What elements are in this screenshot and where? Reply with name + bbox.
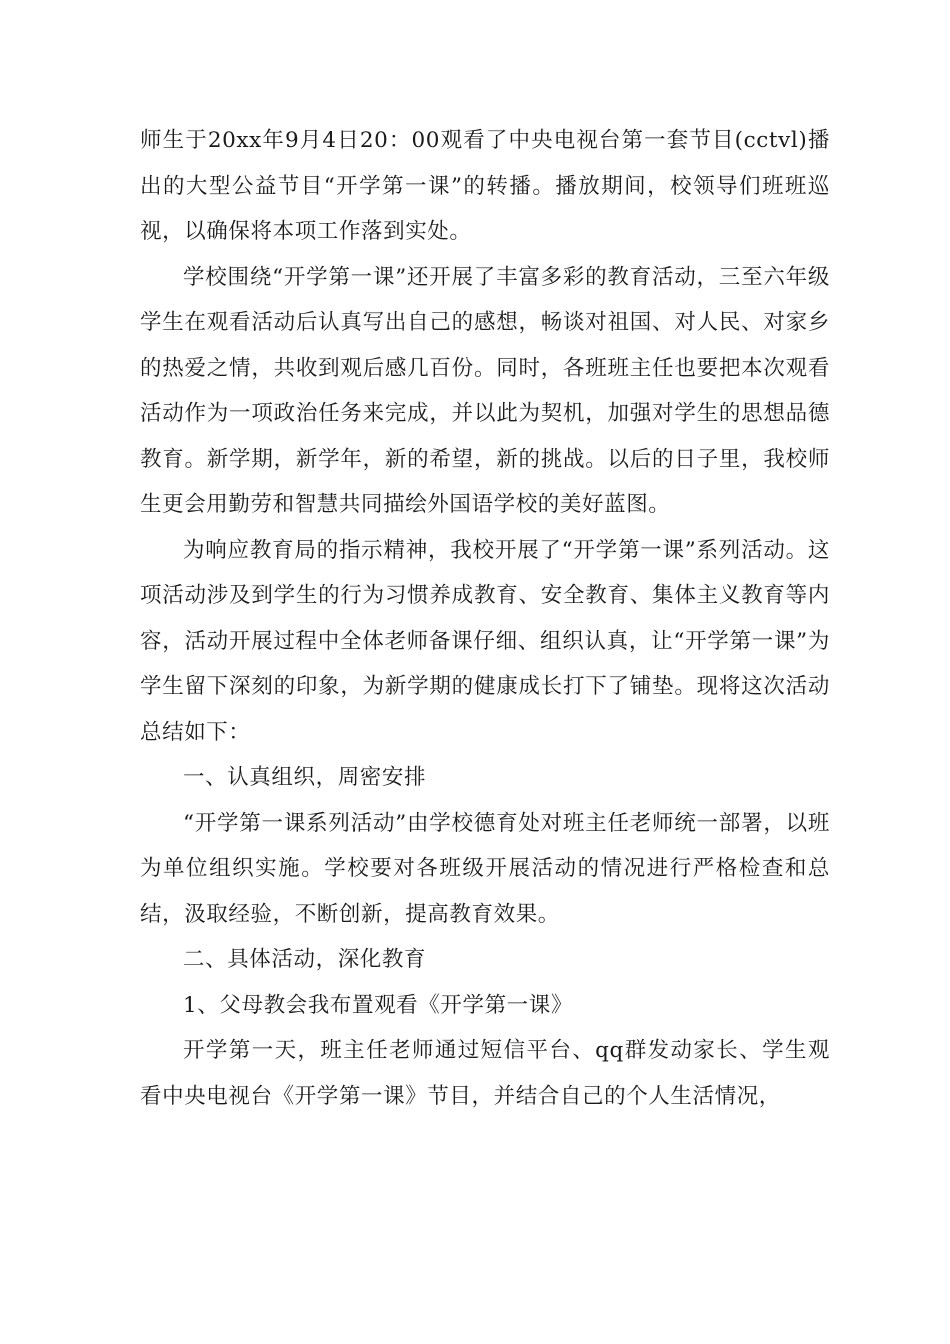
paragraph-3: 为响应教育局的指示精神，我校开展了“开学第一课”系列活动。这项活动涉及到学生的行为习惯养成教育、安全教育、集体主义教育等内容，活动开展过程中全体老师备课仔细、组织认真，让“开学第一课”为学生留下深刻的印象，为新学期的健康成长打下了铺垫。现将这次活动总结如下： (140, 537, 830, 745)
paragraph-4: “开学第一课系列活动”由学校德育处对班主任老师统一部署，以班为单位组织实施。学校要对各班级开展活动的情况进行严格检查和总结，汲取经验，不断创新，提高教育效果。 (140, 810, 830, 927)
document-body (140, 118, 830, 1119)
paragraph-1: 师生于20xx年9月4日20：00观看了中央电视台第一套节目(cctvl)播出的大型公益节目“开学第一课”的转播。播放期间，校领导们班班巡视，以确保将本项工作落到实处。 (140, 128, 830, 244)
paragraph-5: 开学第一天，班主任老师通过短信平台、qq群发动家长、学生观看中央电视台《开学第一课》节目，并结合自己的个人生活情况， (140, 1038, 830, 1109)
section-heading-2: 二、具体活动，深化教育 (183, 947, 427, 972)
section-heading-1: 一、认真组织，周密安排 (183, 765, 427, 790)
subsection-heading-1: 1、父母教会我布置观看《开学第一课》 (183, 992, 573, 1018)
paragraph-2: 学校围绕“开学第一课”还开展了丰富多彩的教育活动，三至六年级学生在观看活动后认真写出自己的感想，畅谈对祖国、对人民、对家乡的热爱之情，共收到观后感几百份。同时，各班班主任也要把本次观看活动作为一项政治任务来完成，并以此为契机，加强对学生的思想品德教育。新学期，新学年，新的希望，新的挑战。以后的日子里，我校师生更会用勤劳和智慧共同描绘外国语学校的美好蓝图。 (140, 264, 830, 517)
